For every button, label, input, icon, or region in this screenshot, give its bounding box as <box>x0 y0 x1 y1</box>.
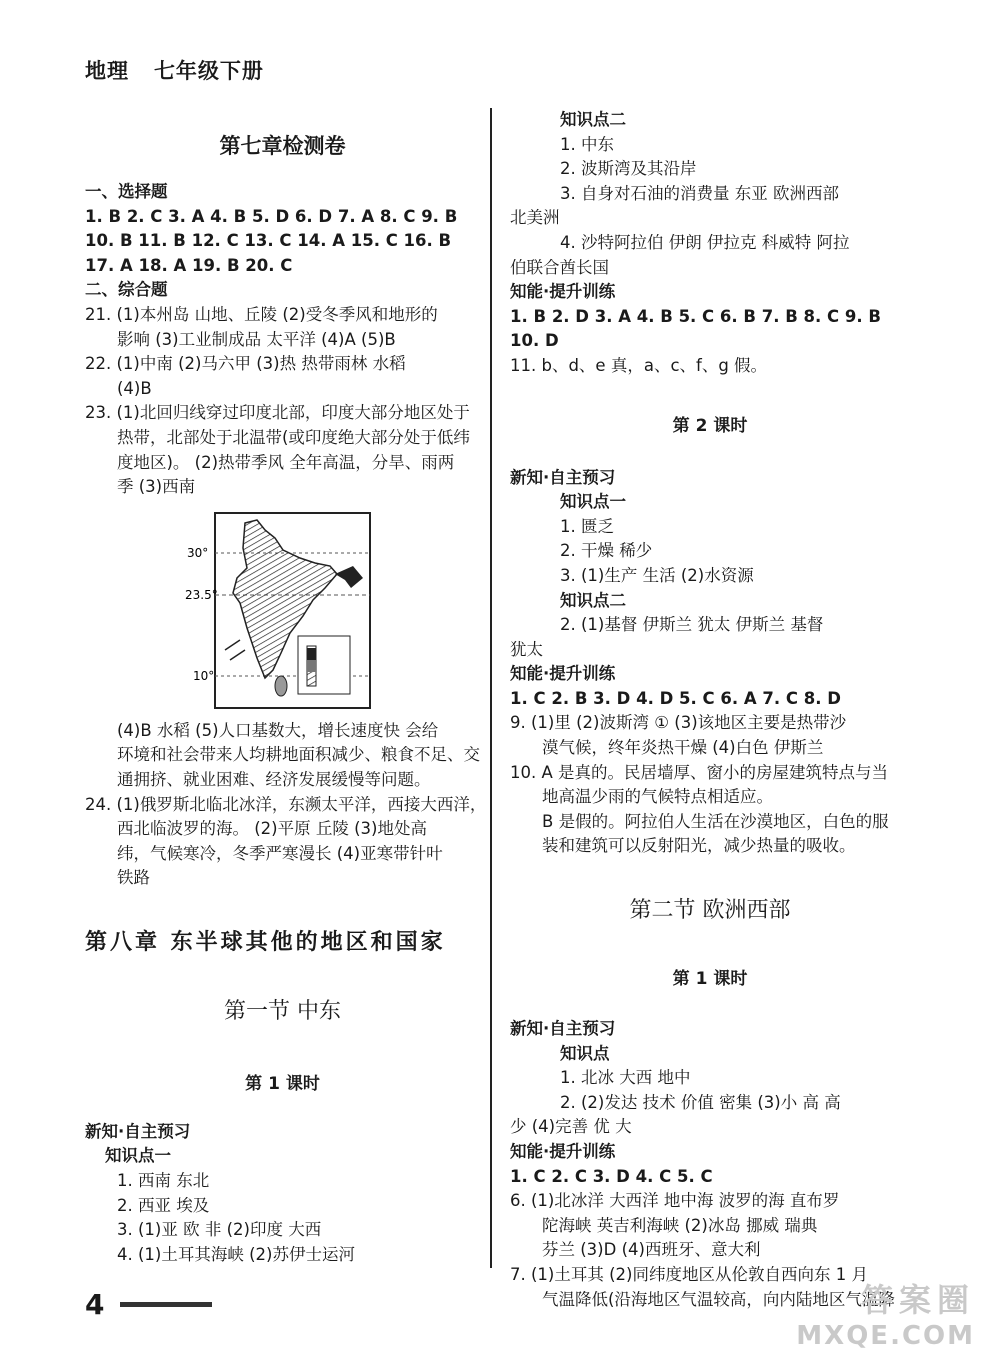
answer-line: 2. (2)发达 技术 价值 密集 (3)小 高 高 <box>560 1092 841 1112</box>
answer-line: 影响 (3)工业制成品 太平洋 (4)A (5)B <box>117 329 396 349</box>
subsection-heading: 新知·自主预习 <box>85 1121 191 1141</box>
legend-swatch <box>307 672 316 686</box>
answer-line: (4)B <box>117 378 152 398</box>
answer-line: 3. (1)生产 生活 (2)水资源 <box>560 565 754 585</box>
watermark <box>770 1275 975 1351</box>
answer-line: 铁路 <box>117 868 150 888</box>
subsection-heading: 知能·提升训练 <box>510 1142 616 1161</box>
india-climate-map <box>185 508 375 713</box>
answer-line: 1. 中东 <box>560 134 614 154</box>
answer-line: 气温降低(沿海地区气温较高，向内陆地区气温降 <box>542 1289 895 1309</box>
mcq-row: 1. B 2. C 3. A 4. B 5. D 6. D 7. A 8. C 9. B <box>85 206 458 226</box>
lat-label-23: 23.5° <box>185 587 218 602</box>
lesson-title: 第 2 课时 <box>672 415 748 436</box>
mcq-row: 17. A 18. A 19. B 20. C <box>85 255 293 275</box>
page-header <box>85 55 264 85</box>
answer-line: (4)B 水稻 (5)人口基数大，增长速度快 会给 <box>117 720 439 740</box>
answer-line: 西北临波罗的海。 (2)平原 丘陵 (3)地处高 <box>117 819 427 839</box>
answer-line: 2. 波斯湾及其沿岸 <box>560 159 697 179</box>
answer-line: 少 (4)完善 优 大 <box>510 1117 632 1137</box>
header-subject: 地理 <box>85 59 129 83</box>
answer-line: 11. b、d、e 真，a、c、f、g 假。 <box>510 355 768 375</box>
subsection-heading: 新知·自主预习 <box>510 467 616 487</box>
answer-line: 4. (1)土耳其海峡 (2)苏伊士运河 <box>117 1244 355 1264</box>
answer-line: 季 (3)西南 <box>117 477 196 497</box>
knowledge-point: 知识点一 <box>560 492 626 512</box>
left-column <box>85 108 487 1267</box>
answer-line: 芬兰 (3)D (4)西班牙、意大利 <box>542 1240 761 1260</box>
lat-label-10: 10° <box>193 668 215 683</box>
answer-line: 纬，气候寒冷，冬季严寒漫长 (4)亚寒带针叶 <box>117 843 443 863</box>
subsection-heading: 知能·提升训练 <box>510 664 616 684</box>
sri-lanka <box>275 676 287 696</box>
mcq-row: 1. C 2. B 3. D 4. D 5. C 6. A 7. C 8. D <box>510 688 841 708</box>
answer-line: 热带，北部处于北温带(或印度绝大部分处于低纬 <box>117 427 470 447</box>
answer-line: 2. (1)基督 伊斯兰 犹太 伊斯兰 基督 <box>560 615 824 635</box>
answer-line: 10. A 是真的。民居墙厚、窗小的房屋建筑特点与当 <box>510 762 889 782</box>
answer-line: 通拥挤、就业困难、经济发展缓慢等问题。 <box>117 769 431 789</box>
comp-heading: 二、综合题 <box>85 280 168 300</box>
answer-line: 犹太 <box>510 639 543 659</box>
mcq-row: 1. C 2. C 3. D 4. C 5. C <box>510 1166 713 1186</box>
answer-line: 1. 匮乏 <box>560 516 614 536</box>
answer-line: 地高温少雨的气候特点相适应。 <box>542 787 773 807</box>
exam-title: 第七章检测卷 <box>219 134 346 158</box>
knowledge-point: 知识点一 <box>105 1146 171 1166</box>
legend-swatch <box>307 648 316 660</box>
subsection-heading: 知能·提升训练 <box>510 282 616 302</box>
subsection-heading: 新知·自主预习 <box>510 1019 616 1039</box>
answer-line: 陀海峡 英吉利海峡 (2)冰岛 挪威 瑞典 <box>542 1215 818 1235</box>
answer-line: 23. (1)北回归线穿过印度北部，印度大部分地区处于 <box>85 403 470 423</box>
answer-line: 2. 西亚 埃及 <box>117 1195 210 1215</box>
right-column <box>510 108 910 1312</box>
knowledge-point: 知识点二 <box>560 590 626 610</box>
mcq-row: 10. B 11. B 12. C 13. C 14. A 15. C 16. B <box>85 231 452 251</box>
answer-line: 1. 北冰 大西 地中 <box>560 1068 691 1088</box>
watermark-url: MXQE.COM <box>796 1321 975 1351</box>
section-title: 第二节 欧洲西部 <box>629 898 791 924</box>
legend-swatch <box>307 660 316 672</box>
header-grade: 七年级下册 <box>153 59 264 83</box>
lesson-title: 第 1 课时 <box>672 969 748 990</box>
answer-line: 漠气候，终年炎热干燥 (4)白色 伊斯兰 <box>542 738 824 758</box>
section-title: 第一节 中东 <box>224 998 341 1024</box>
answer-line: 3. 自身对石油的消费量 东亚 欧洲西部 <box>560 183 839 203</box>
answer-line: 4. 沙特阿拉伯 伊朗 伊拉克 科威特 阿拉 <box>560 232 850 252</box>
answer-line: 环境和社会带来人均耕地面积减少、粮食不足、交 <box>117 745 480 765</box>
lat-label-30: 30° <box>187 545 209 560</box>
page-bar <box>120 1302 212 1307</box>
answer-line: 伯联合酋长国 <box>510 257 609 277</box>
map-legend <box>298 636 350 694</box>
answer-line: 度地区)。 (2)热带季风 全年高温，分旱、雨两 <box>117 452 455 472</box>
answer-line: 北美洲 <box>510 208 560 228</box>
answer-line: 21. (1)本州岛 山地、丘陵 (2)受冬季风和地形的 <box>85 304 438 324</box>
knowledge-point: 知识点 <box>560 1043 610 1063</box>
knowledge-point: 知识点二 <box>560 110 626 129</box>
answer-line: 22. (1)中南 (2)马六甲 (3)热 热带雨林 水稻 <box>85 354 406 374</box>
answer-line: 24. (1)俄罗斯北临北冰洋，东濒太平洋，西接大西洋， <box>85 794 487 814</box>
answer-line: 2. 干燥 稀少 <box>560 541 653 561</box>
lesson-title: 第 1 课时 <box>245 1073 320 1094</box>
answer-line: 7. (1)土耳其 (2)同纬度地区从伦敦自西向东 1 月 <box>510 1264 868 1284</box>
answer-line: 6. (1)北冰洋 大西洋 地中海 波罗的海 直布罗 <box>510 1191 840 1211</box>
page-number: 4 <box>85 1288 105 1321</box>
answer-line: 装和建筑可以反射阳光，减少热量的吸收。 <box>542 836 856 856</box>
chapter-title: 第八章 东半球其他的地区和国家 <box>85 929 446 955</box>
answer-line: 1. 西南 东北 <box>117 1171 210 1191</box>
watermark-logo: 答案圈 <box>860 1281 975 1319</box>
answer-line: 9. (1)里 (2)波斯湾 ① (3)该地区主要是热带沙 <box>510 713 847 733</box>
mcq-heading: 一、选择题 <box>85 182 168 201</box>
mcq-row: 1. B 2. D 3. A 4. B 5. C 6. B 7. B 8. C 9. B <box>510 306 881 326</box>
answer-line: B 是假的。阿拉伯人生活在沙漠地区，白色的服 <box>542 811 889 831</box>
mcq-row: 10. D <box>510 331 559 351</box>
column-divider <box>490 108 492 1268</box>
answer-line: 3. (1)亚 欧 非 (2)印度 大西 <box>117 1220 322 1240</box>
